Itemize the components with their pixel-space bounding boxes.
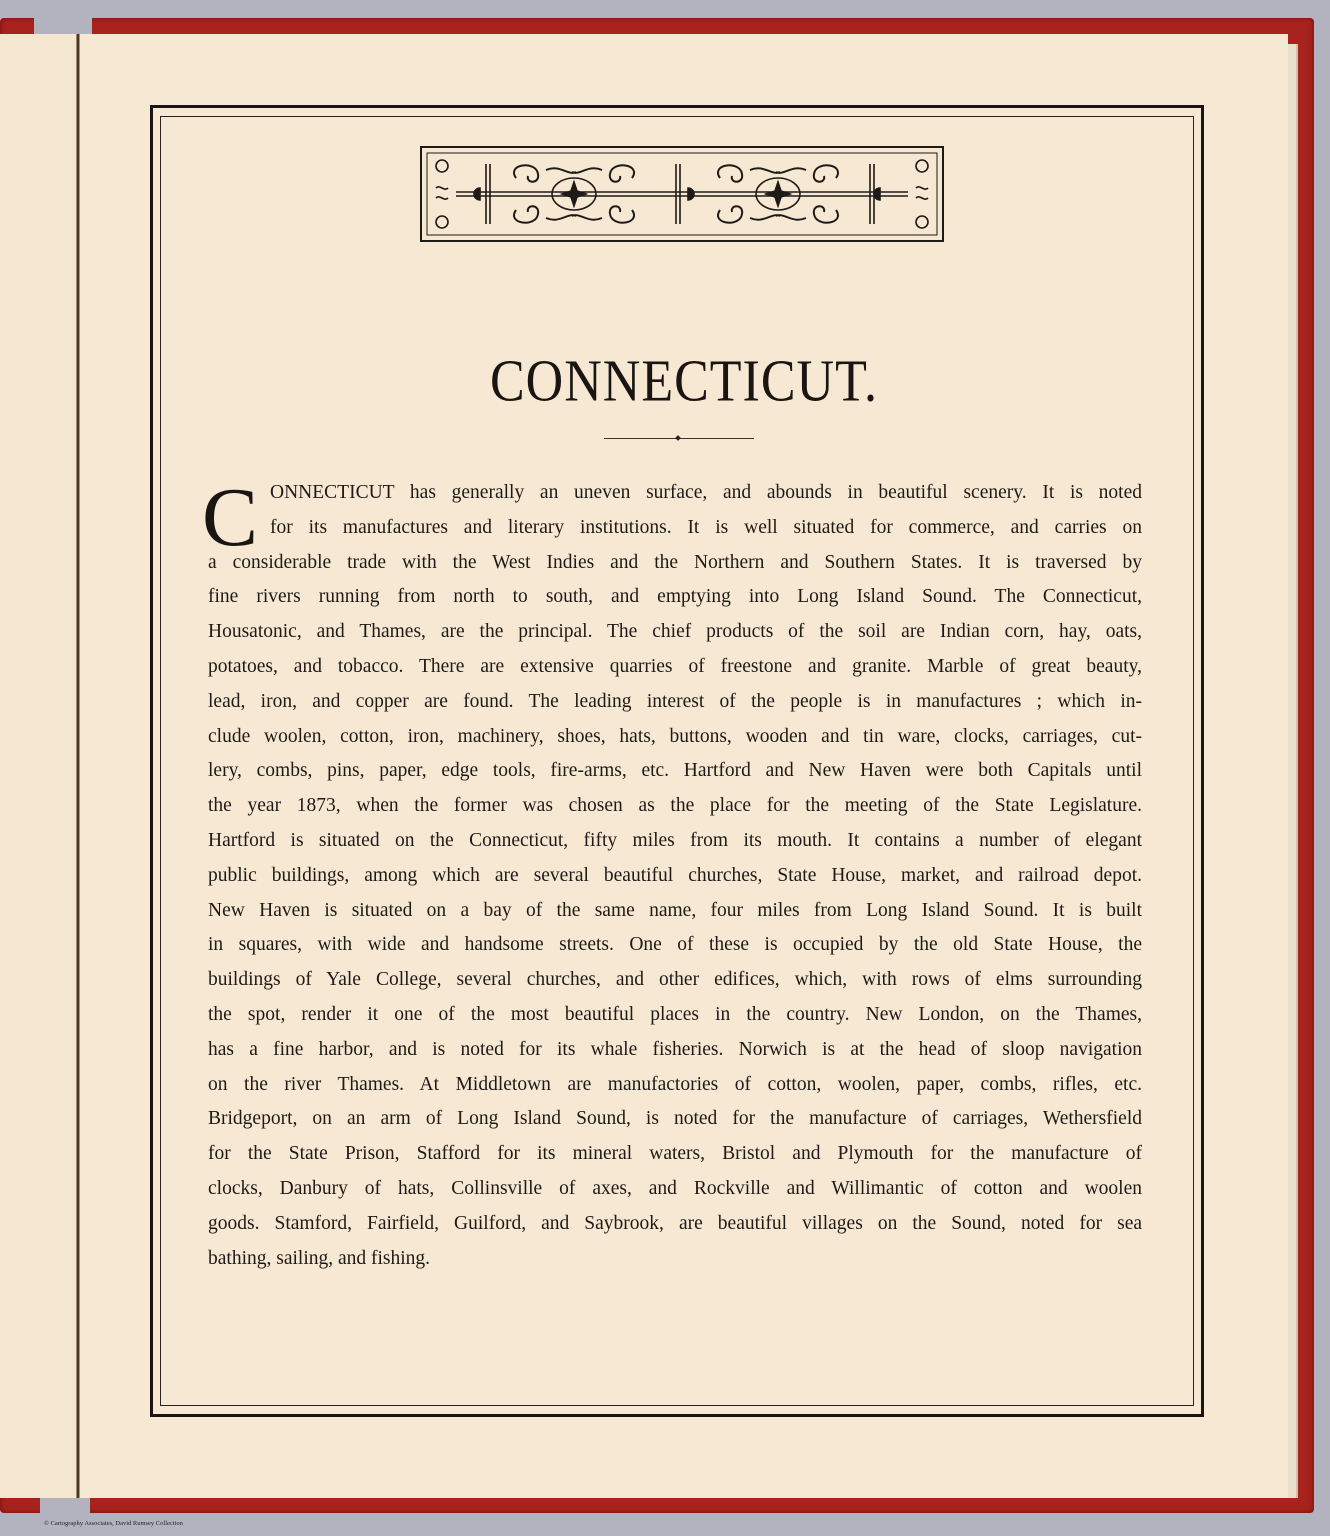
text-line: the spot, render it one of the most beautiful places in the country. New London, on the Thames,: [208, 1003, 1142, 1025]
page-title: CONNECTICUT.: [489, 348, 878, 415]
text-line: clocks, Danbury of hats, Collinsville of axes, and Rockville and Willimantic of cotton and woolen: [208, 1177, 1142, 1199]
text-line: New Haven is situated on a bay of the same name, four miles from Long Island Sound. It is built: [208, 899, 1142, 921]
text-line: lead, iron, and copper are found. The leading interest of the people is in manufactures ; which in-: [208, 690, 1142, 712]
text-line: Housatonic, and Thames, are the principal. The chief products of the soil are Indian corn, hay, oats,: [208, 621, 1142, 643]
text-line: a considerable trade with the West Indies and the Northern and Southern States. It is traversed by: [208, 551, 1142, 573]
text-line: buildings of Yale College, several churches, and other edifices, which, with rows of elms surrounding: [208, 969, 1142, 991]
left-page: [0, 34, 77, 1498]
text-line: potatoes, and tobacco. There are extensive quarries of freestone and granite. Marble of great beauty,: [208, 655, 1142, 677]
text-line: lery, combs, pins, paper, edge tools, fire-arms, etc. Hartford and New Haven were both Capitals until: [208, 760, 1142, 782]
text-line: Bridgeport, on an arm of Long Island Sound, is noted for the manufacture of carriages, Wethersfield: [208, 1108, 1142, 1130]
text-line: has a fine harbor, and is noted for its whale fisheries. Norwich is at the head of sloop navigation: [208, 1038, 1142, 1060]
text-line: the year 1873, when the former was chosen as the place for the meeting of the State Legislature.: [208, 795, 1142, 817]
page: [80, 34, 1288, 1498]
text-line: public buildings, among which are several beautiful churches, State House, market, and railroad depot.: [208, 864, 1142, 886]
ornamental-scroll-band-icon: [420, 146, 944, 242]
cover-gap-top: [34, 10, 92, 36]
text-line: for the State Prison, Stafford for its mineral waters, Bristol and Plymouth for the manufacture of: [208, 1143, 1142, 1165]
text-line: fine rivers running from north to south, and emptying into Long Island Sound. The Connecticut,: [208, 586, 1142, 608]
text-line: Hartford is situated on the Connecticut, fifty miles from its mouth. It contains a number of elegant: [208, 829, 1142, 851]
text-line: clude woolen, cotton, iron, machinery, shoes, hats, buttons, wooden and tin ware, clocks, carriages, cut-: [208, 725, 1142, 747]
drop-cap: C: [202, 471, 259, 564]
cover-gap-bottom: [40, 1496, 90, 1520]
text-line: ONNECTICUT has generally an uneven surface, and abounds in beautiful scenery. It is noted: [270, 482, 1142, 503]
text-line: in squares, with wide and handsome streets. One of these is occupied by the old State House, the: [208, 934, 1142, 956]
body-text: [202, 471, 1142, 1276]
diamond-rule-icon: [604, 438, 754, 439]
text-line: for its manufactures and literary institutions. It is well situated for commerce, and carries on: [270, 516, 1142, 538]
text-line: on the river Thames. At Middletown are manufactories of cotton, woolen, paper, combs, rifles, etc.: [208, 1073, 1142, 1095]
text-line: bathing, sailing, and fishing.: [208, 1247, 431, 1269]
footer-credit: © Cartography Associates, David Rumsey Collection: [44, 1520, 183, 1527]
text-line: goods. Stamford, Fairfield, Guilford, and Saybrook, are beautiful villages on the Sound, noted for sea: [208, 1212, 1142, 1234]
